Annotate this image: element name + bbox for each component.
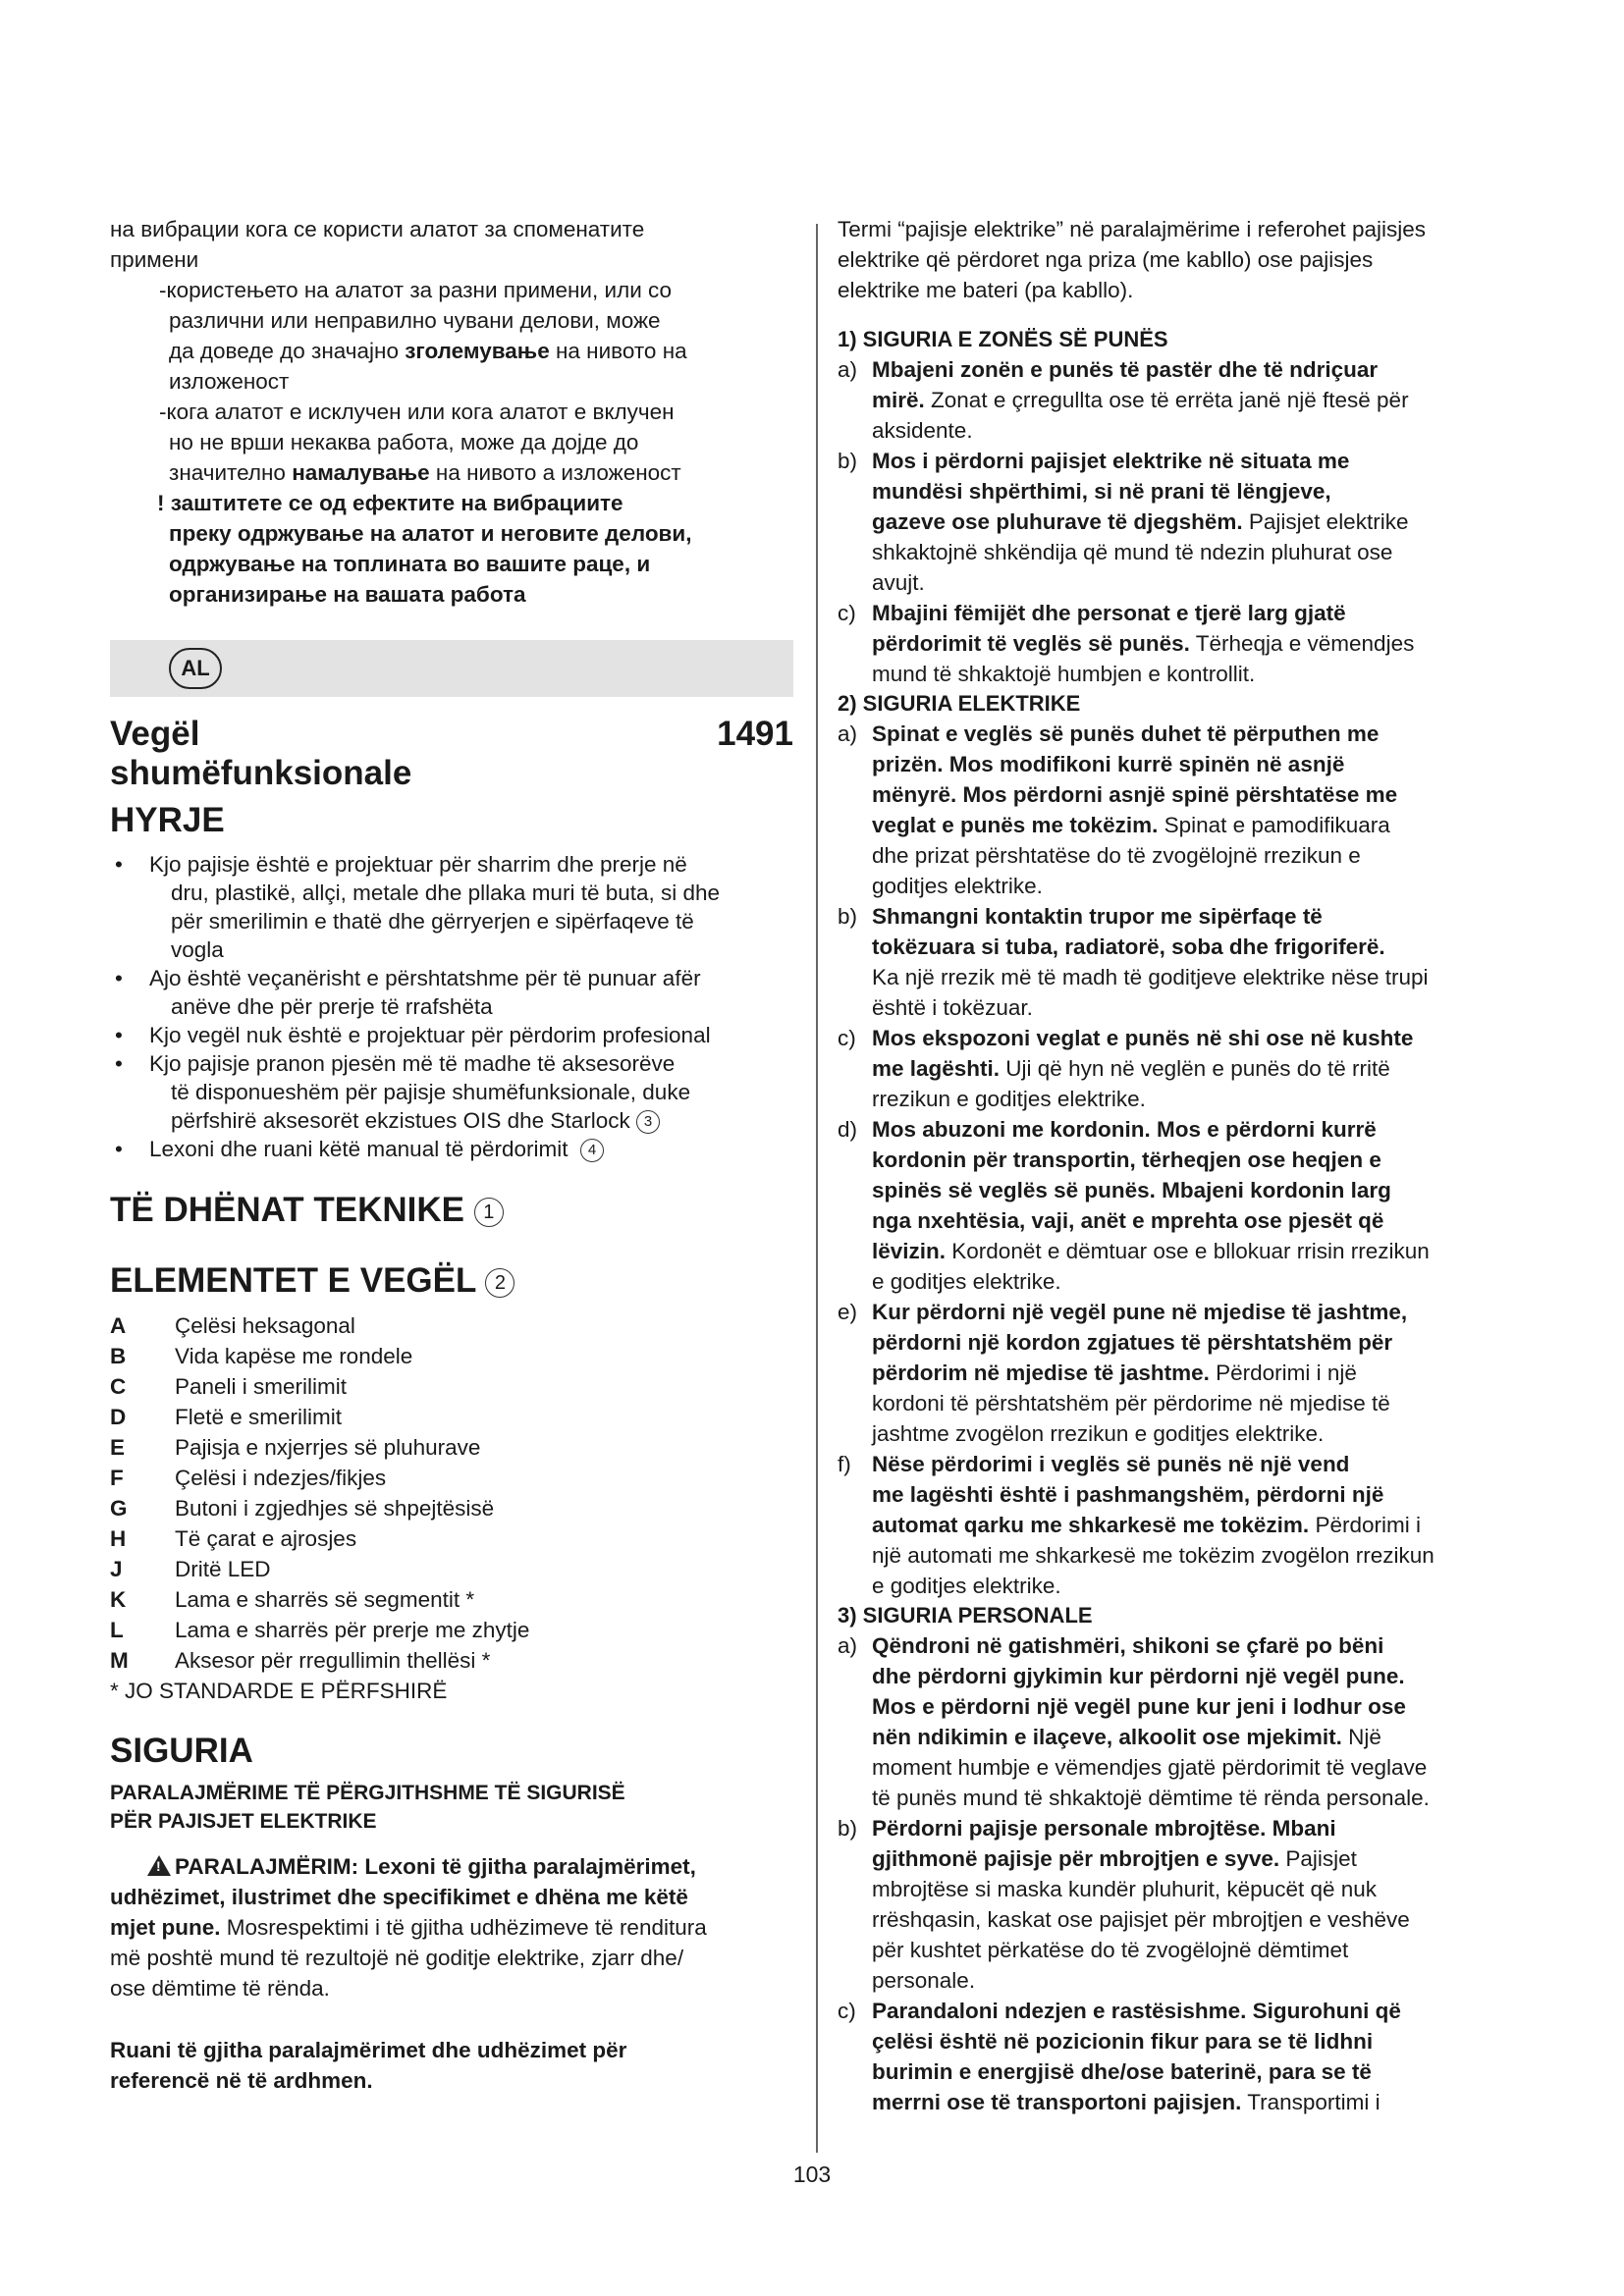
general-safety-subheading: PARALAJMËRIME TË PËRGJITHSHME TË SIGURISË PËR PAJISJET ELEKTRIKE (110, 1782, 625, 1833)
part-row (110, 1463, 797, 1493)
part-label: Pajisja e nxjerrjes së pluhurave (175, 1435, 481, 1460)
safety-item (838, 1630, 1525, 1813)
intro-bullets (110, 850, 797, 1163)
heading-tool-elements: ELEMENTET E VEGËL 2 (110, 1259, 797, 1303)
section-heading: 3) SIGURIA PERSONALE (838, 1603, 1093, 1628)
part-label: Lama e sharrës së segmentit * (175, 1587, 475, 1612)
model-number: 1491 (717, 715, 793, 753)
item-body: Mbajini fëmijët dhe personat e tjerë larg gjatë përdorimit të veglës së punës. Tërheqja e vëmendjes mund të shkaktojë humbjen e kontrollit. (872, 601, 1415, 686)
part-letter: G (110, 1496, 128, 1521)
bullet-item: • Ajo është veçanërisht e përshtatshme për të punuar afër anëve dhe për prerje të rrafshëta (115, 966, 701, 1019)
left-column (110, 214, 797, 610)
part-row (110, 1371, 797, 1402)
item-label: c) (838, 1026, 856, 1050)
right-column (838, 214, 1525, 2117)
part-letter: K (110, 1587, 127, 1612)
part-row (110, 1310, 797, 1341)
safety-item (838, 1813, 1525, 1996)
item-label: f) (838, 1452, 851, 1476)
warning-paragraph: !PARALAJMËRIM: Lexoni të gjitha paralajmërimet, udhëzimet, ilustrimet dhe specifikimet e dhëna me këtë mjet pune. Mosrespektimi i të gjitha udhëzimeve të renditura më poshtë mund të rezultojë në goditje elektrike, zjarr dhe/ ose dëmtime të rënda. (110, 1851, 797, 2003)
part-label: Vida kapëse me rondele (175, 1344, 413, 1368)
heading-technical-data: TË DHËNAT TEKNIKE 1 (110, 1189, 797, 1232)
part-label: Dritë LED (175, 1557, 271, 1581)
part-label: Paneli i smerilimit (175, 1374, 348, 1399)
safety-item (838, 1297, 1525, 1449)
item-label: d) (838, 1117, 858, 1142)
language-banner (110, 640, 793, 697)
part-letter: H (110, 1526, 127, 1551)
item-body: Shmangni kontaktin trupor me sipërfaqe të tokëzuara si tuba, radiatorë, soba dhe frigoriferë. Ka një rrezik më të madh të goditjeve elektrike nëse trupi është i tokëzuar. (872, 904, 1429, 1020)
item-body: Kur përdorni një vegël pune në mjedise të jashtme, përdorni një kordon zgjatues të përshtatshëm për përdorim në mjedise të jashtme. Përdorimi i një kordoni të përshtatshëm për përdorime në mjedise të jashtme zvogëlon rrezikun e goditjes elektrike. (872, 1300, 1408, 1446)
item-body: Nëse përdorimi i veglës së punës në një vend me lagështi është i pashmangshëm, përdorni një automat qarku me shkarkesë me tokëzim. Përdorimi i një automati me shkarkesë me tokëzim zvogëlon rrezikun e goditjes elektrike. (872, 1452, 1435, 1598)
safety-item (838, 719, 1525, 901)
parts-list (110, 1310, 797, 1676)
part-row (110, 1554, 797, 1584)
figure-ref-2: 2 (485, 1268, 514, 1298)
exclamation-icon: ! (157, 491, 165, 515)
safety-item (838, 1449, 1525, 1601)
language-badge: AL (169, 648, 222, 689)
item-body: Mos i përdorni pajisjet elektrike në situata me mundësi shpërthimi, si në prani të lëngjeve, gazeve ose pluhurave të djegshëm. Pajisjet elektrike shkaktojnë shkëndija që mund të ndezin pluhurat ose avujt. (872, 449, 1409, 595)
part-letter: F (110, 1466, 124, 1490)
part-label: Aksesor për rregullimin thellësi * (175, 1648, 491, 1673)
page-number: 103 (792, 2162, 832, 2187)
part-letter: A (110, 1313, 127, 1338)
bullet-item: • Kjo vegël nuk është e projektuar për përdorim profesional (115, 1023, 711, 1047)
part-label: Butoni i zgjedhjes së shpejtësisë (175, 1496, 495, 1521)
part-letter: J (110, 1557, 123, 1581)
part-row (110, 1402, 797, 1432)
part-label: Çelësi i ndezjes/fikjes (175, 1466, 387, 1490)
product-title-row (110, 715, 797, 793)
item-body: Mbajeni zonën e punës të pastër dhe të ndriçuar mirë. Zonat e çrregullta ose të errëta janë një ftesë për aksidente. (872, 357, 1409, 443)
part-row (110, 1645, 797, 1676)
item-label: b) (838, 449, 858, 473)
heading-safety: SIGURIA (110, 1732, 253, 1770)
safety-item (838, 1996, 1525, 2117)
mk-dash-item-1: -користењето на алатот за разни примени, или со различни или неправилно чувани делови, може да доведе до значајно зголемување на нивото на изложеност (159, 278, 687, 394)
item-label: b) (838, 904, 858, 929)
safety-item (838, 1114, 1525, 1297)
part-row (110, 1615, 797, 1645)
safety-item (838, 446, 1525, 598)
part-row (110, 1493, 797, 1523)
part-letter: L (110, 1618, 124, 1642)
item-body: Parandaloni ndezjen e rastësishme. Sigurohuni që çelësi është në pozicionin fikur para se të lidhni burimin e energjisë dhe/ose baterinë, para se të merrni ose të transportoni pajisjen. Transportimi i (872, 1999, 1401, 2114)
not-standard-note: * JO STANDARDE E PËRFSHIRË (110, 1679, 448, 1703)
product-title: Vegël shumëfunksionale (110, 715, 412, 792)
figure-ref-4: 4 (580, 1139, 604, 1162)
part-label: Lama e sharrës për prerje me zhytje (175, 1618, 530, 1642)
part-letter: E (110, 1435, 126, 1460)
item-body: Qëndroni në gatishmëri, shikoni se çfarë po bëni dhe përdorni gjykimin kur përdorni një vegël pune. Mos e përdorni një vegël pune kur jeni i lodhur ose nën ndikimin e ilaçeve, alkoolit ose mjekimit. Një moment humbje e vëmendjes gjatë përdorimit të veglave të punës mund të shkaktojë dëmtime të rënda personale. (872, 1633, 1430, 1810)
safety-item (838, 598, 1525, 689)
bullet-item: • Kjo pajisje është e projektuar për sharrim dhe prerje në dru, plastikë, allçi, metale dhe pllaka muri të buta, si dhe për smerilimin e thatë dhe gërryerjen e sipërfaqeve të vogla (115, 852, 721, 962)
part-letter: D (110, 1405, 127, 1429)
item-label: c) (838, 1999, 856, 2023)
item-label: a) (838, 1633, 858, 1658)
item-label: a) (838, 357, 858, 382)
part-label: Fletë e smerilimit (175, 1405, 343, 1429)
item-body: Mos ekspozoni veglat e punës në shi ose në kushte me lagështi. Uji që hyn në veglën e punës do të rritë rrezikun e goditjes elektrike. (872, 1026, 1414, 1111)
part-row (110, 1584, 797, 1615)
warning-triangle-icon (147, 1855, 171, 1876)
item-label: e) (838, 1300, 858, 1324)
part-row (110, 1432, 797, 1463)
safety-item (838, 1023, 1525, 1114)
bullet-item: • Kjo pajisje pranon pjesën më të madhe të aksesorëve të disponueshëm për pajisje shumëfunksionale, duke përfshirë aksesorët ekzistues OIS dhe Starlock 3 (115, 1051, 691, 1133)
part-row (110, 1523, 797, 1554)
part-letter: M (110, 1648, 129, 1673)
heading-intro: HYRJE (110, 801, 225, 839)
item-body: Mos abuzoni me kordonin. Mos e përdorni kurrë kordonin për transportin, tërheqjen ose heqjen e spinës së veglës së punës. Mbajeni kordonin larg nga nxehtësia, vaji, anët e mprehta ose pjesët që lëvizin. Kordonët e dëmtuar ose e bllokuar rrisin rrezikun e goditjes elektrike. (872, 1117, 1430, 1294)
figure-ref-3: 3 (636, 1110, 660, 1134)
part-label: Të çarat e ajrosjes (175, 1526, 357, 1551)
figure-ref-1: 1 (474, 1198, 504, 1227)
item-body: Spinat e veglës së punës duhet të përputhen me prizën. Mos modifikoni kurrë spinën në asnjë mënyrë. Mos përdorni asnjë spinë përshtatëse me veglat e punës me tokëzim. Spinat e pamodifikuara dhe prizat përshtatëse do të zvogëlojnë rrezikun e goditjes elektrike. (872, 721, 1398, 898)
safety-item (838, 354, 1525, 446)
item-label: c) (838, 601, 856, 625)
keep-instructions-note: Ruani të gjitha paralajmërimet dhe udhëzimet për referencë në të ardhmen. (110, 2038, 627, 2093)
item-label: a) (838, 721, 858, 746)
section-heading: 2) SIGURIA ELEKTRIKE (838, 691, 1081, 716)
item-label: b) (838, 1816, 858, 1841)
electrical-tool-term: Termi “pajisje elektrike” në paralajmërime i referohet pajisjes elektrike që përdoret nga priza (me kabllo) ose pajisjes elektrike me bateri (pa kabllo). (838, 217, 1426, 302)
part-letter: B (110, 1344, 127, 1368)
bullet-item: • Lexoni dhe ruani këtë manual të përdorimit 4 (110, 1135, 797, 1163)
mk-intro: на вибрации кога се користи алатот за споменатите примени (110, 217, 645, 272)
safety-item (838, 901, 1525, 1023)
mk-exclamation-note: ! заштитете се од ефектите на вибрациите преку одржување на алатот и неговите делови, одржување на топлината во вашите раце, и организирање на вашата работа (157, 491, 692, 607)
part-row (110, 1341, 797, 1371)
left-column-main (110, 715, 797, 2096)
section-heading: 1) SIGURIA E ZONËS SË PUNËS (838, 327, 1168, 351)
part-letter: C (110, 1374, 127, 1399)
part-label: Çelësi heksagonal (175, 1313, 355, 1338)
safety-sections (838, 325, 1525, 2117)
column-divider (816, 224, 818, 2153)
item-body: Përdorni pajisje personale mbrojtëse. Mbani gjithmonë pajisje për mbrojtjen e syve. Pajisjet mbrojtëse si maska kundër pluhurit, këpucët që nuk rrëshqasin, kaskat ose pajisjet për mbrojtjen e veshëve për kushtet përkatëse do të zvogëlojnë dëmtimet personale. (872, 1816, 1410, 1993)
mk-dash-item-2: -кога алатот е исклучен или кога алатот е вклучен но не врши некаква работа, може да дојде до значително намалување на нивото а изложеност (159, 400, 681, 485)
